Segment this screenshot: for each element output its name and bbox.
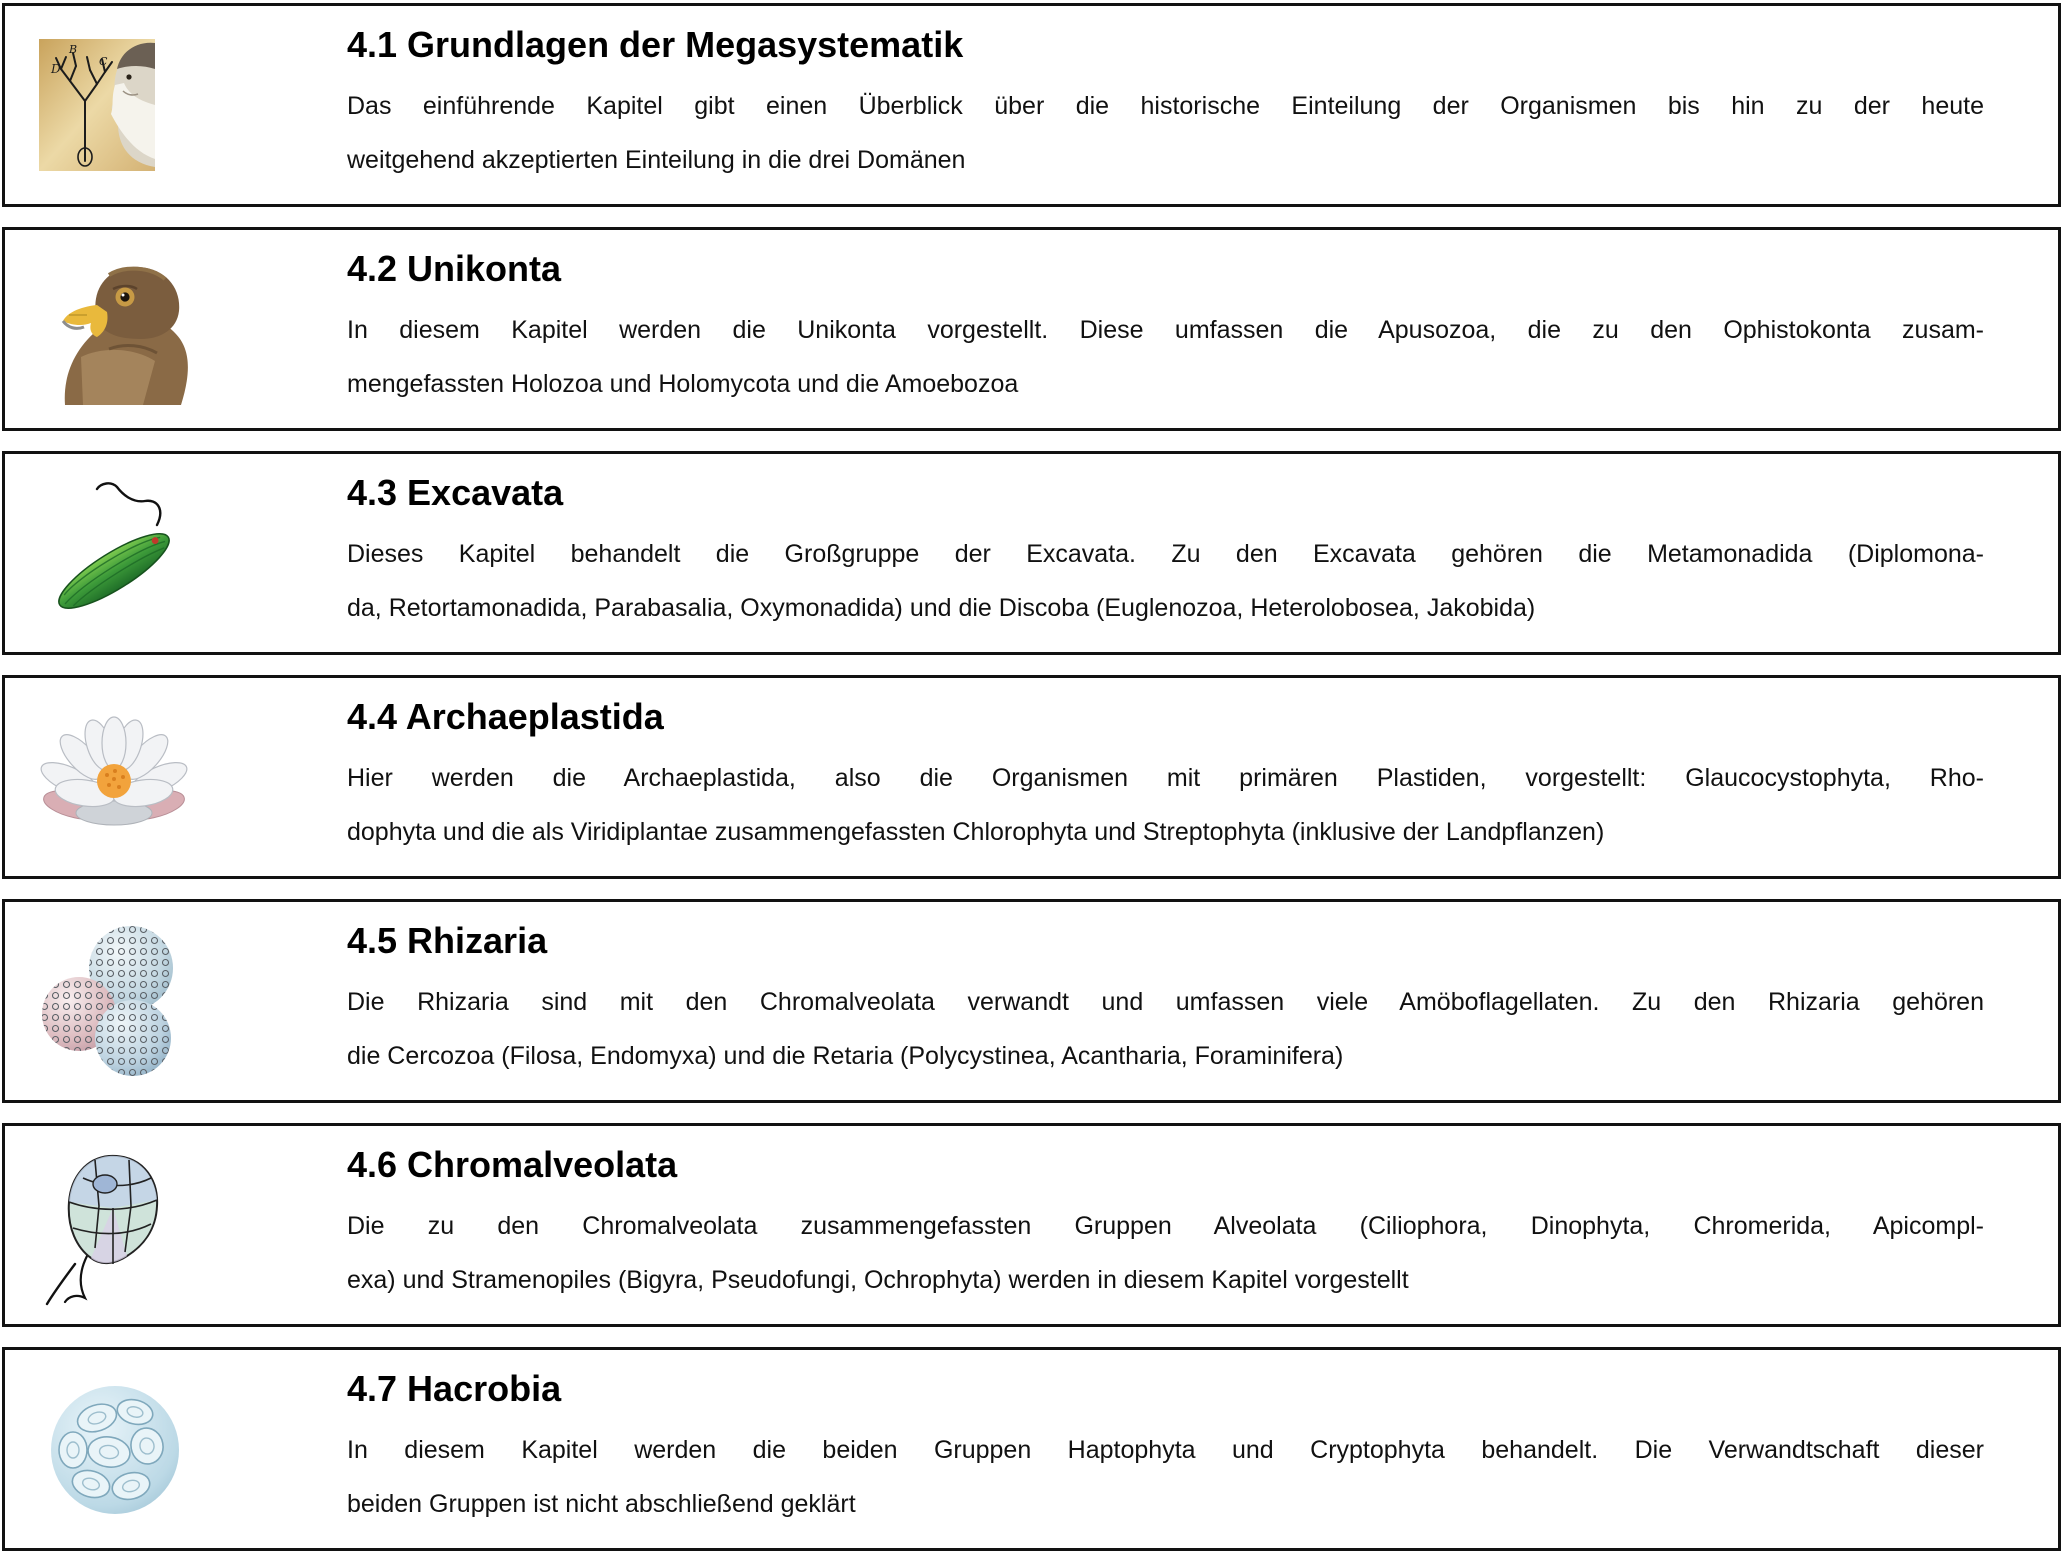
chapter-text-4-4 [347, 695, 2058, 859]
chapter-description-line: weitgehend akzeptierten Einteilung in die drei Domänen [347, 146, 966, 174]
chapter-description-line: Die zu den Chromalveolata zusammengefassten Gruppen Alveolata (Ciliophora, Dinophyta, Chromerida, Apicompl- [347, 1212, 1984, 1240]
chapter-title: 4.3 Excavata [347, 472, 564, 513]
eagle-head-icon [39, 253, 209, 405]
chapter-description-line: da, Retortamonadida, Parabasalia, Oxymonadida) und die Discoba (Euglenozoa, Heterolobosea, Jakobida) [347, 594, 1536, 622]
chapter-title: 4.6 Chromalveolata [347, 1144, 678, 1185]
chapter-text-4-1 [347, 23, 2058, 187]
chapter-text-4-2 [347, 247, 2058, 411]
chapter-card-4-3 [2, 451, 2061, 655]
svg-text:C: C [99, 55, 108, 68]
svg-text:B: B [69, 43, 78, 56]
chapter-description-line: Hier werden die Archaeplastida, also die Organismen mit primären Plastiden, vorgestellt: Glaucocystophyta, Rho- [347, 764, 1984, 792]
chapter-thumbnail-4-5 [5, 924, 347, 1078]
chapter-thumbnail-4-2 [5, 253, 347, 405]
chapter-card-4-6 [2, 1123, 2061, 1327]
dinoflagellate-cell-icon [39, 1144, 181, 1306]
chapter-description-line: die Cercozoa (Filosa, Endomyxa) und die Retaria (Polycystinea, Acantharia, Foraminifera) [347, 1042, 1344, 1070]
chapter-thumbnail-4-3 [5, 479, 347, 627]
chapter-description-line: Dieses Kapitel behandelt die Großgruppe der Excavata. Zu den Excavata gehören die Metamonadida (Diplomona- [347, 540, 1984, 568]
euglena-cell-icon [39, 479, 189, 627]
chapter-text-4-6 [347, 1143, 2058, 1307]
chapter-card-4-7 [2, 1347, 2061, 1551]
chapter-card-4-2 [2, 227, 2061, 431]
chapter-title: 4.4 Archaeplastida [347, 696, 664, 737]
chapter-thumbnail-4-6 [5, 1144, 347, 1306]
chapter-title: 4.5 Rhizaria [347, 920, 548, 961]
chapter-card-4-4 [2, 675, 2061, 879]
chapter-thumbnail-4-1 [5, 39, 347, 171]
chapter-description-line: Die Rhizaria sind mit den Chromalveolata verwandt und umfassen viele Amöboflagellaten. Zu den Rhizaria gehören [347, 988, 1984, 1016]
chapter-thumbnail-4-4 [5, 713, 347, 841]
chapter-card-4-1 [2, 3, 2061, 207]
chapter-card-4-5 [2, 899, 2061, 1103]
chapter-text-4-5 [347, 919, 2058, 1083]
chapter-description-line: beiden Gruppen ist nicht abschließend geklärt [347, 1490, 856, 1518]
chapter-description-line: exa) und Stramenopiles (Bigyra, Pseudofungi, Ochrophyta) werden in diesem Kapitel vorgestellt [347, 1266, 1409, 1294]
chapter-title: 4.2 Unikonta [347, 248, 562, 289]
chapter-text-4-7 [347, 1367, 2058, 1531]
chapter-thumbnail-4-7 [5, 1374, 347, 1524]
chapter-description-line: Das einführende Kapitel gibt einen Überblick über die historische Einteilung der Organismen bis hin zu der heute [347, 92, 1984, 120]
coccolithophore-icon [39, 1374, 191, 1524]
chapter-description-line: In diesem Kapitel werden die beiden Gruppen Haptophyta und Cryptophyta behandelt. Die Verwandtschaft dieser [347, 1436, 1984, 1464]
chapter-description-line: In diesem Kapitel werden die Unikonta vorgestellt. Diese umfassen die Apusozoa, die zu den Ophistokonta zusam- [347, 316, 1984, 344]
chapter-text-4-3 [347, 471, 2058, 635]
chapter-description-line: mengefassten Holozoa und Holomycota und die Amoebozoa [347, 370, 1019, 398]
chapter-title: 4.7 Hacrobia [347, 1368, 562, 1409]
water-lily-flower-icon [39, 713, 189, 841]
radiolarian-spheres-icon [39, 924, 187, 1078]
chapter-title: 4.1 Grundlagen der Megasystematik [347, 24, 964, 65]
chapter-description-line: dophyta und die als Viridiplantae zusammengefassten Chlorophyta und Streptophyta (inklusive der Landpflanzen) [347, 818, 1605, 846]
darwin-portrait-icon [39, 39, 155, 171]
svg-text:D: D [51, 62, 61, 76]
